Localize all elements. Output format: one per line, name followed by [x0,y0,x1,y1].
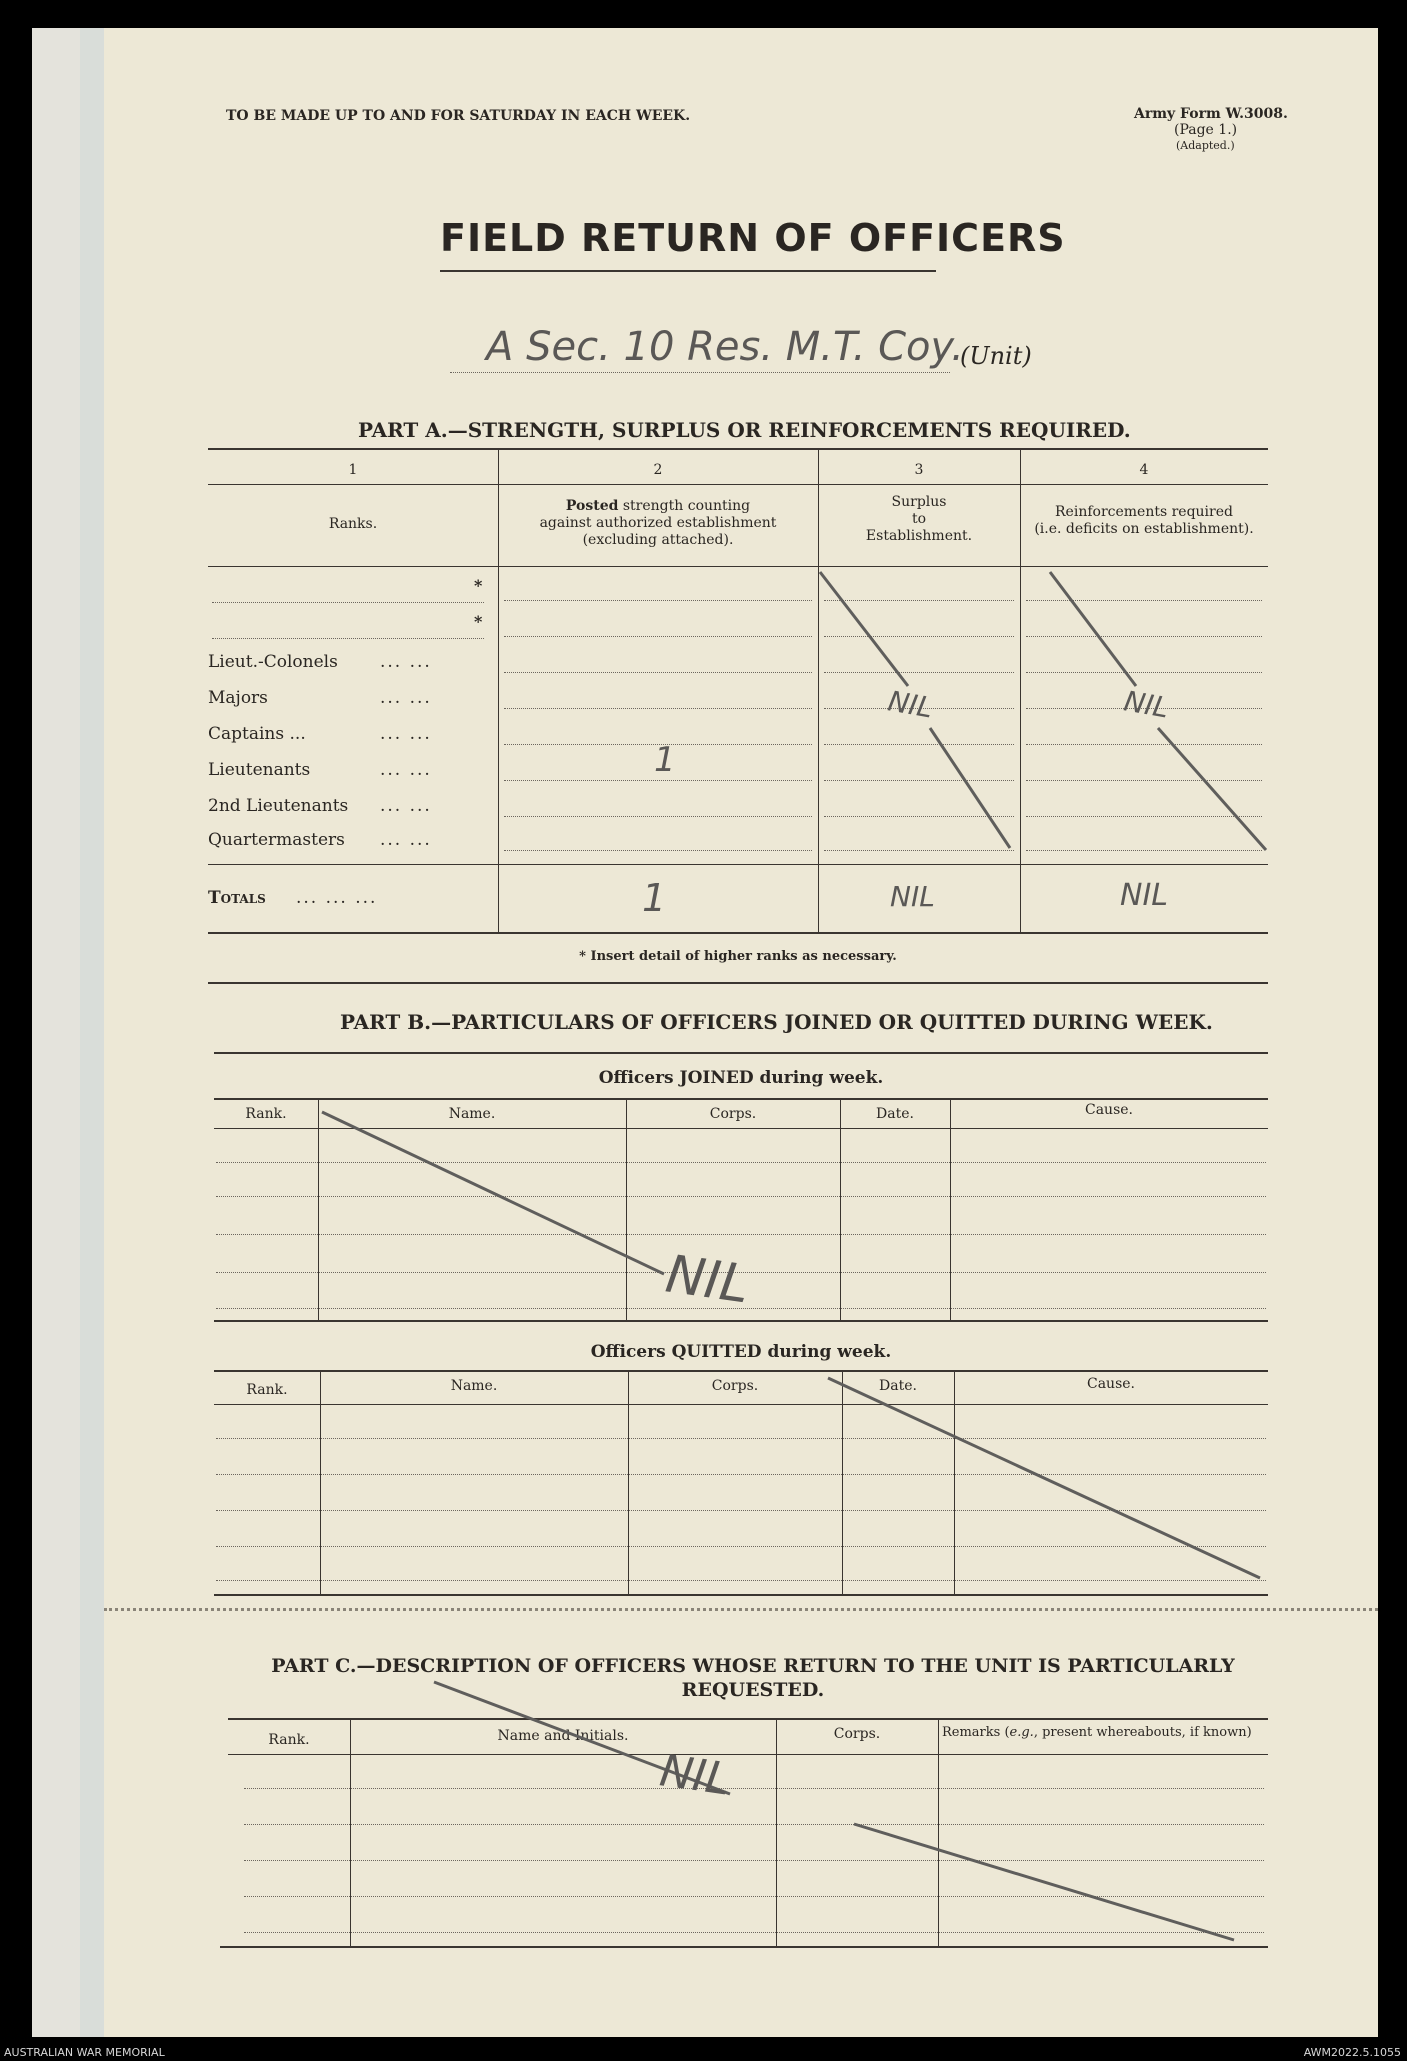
totals-surplus: NIL [890,880,935,913]
rank-dots: ... ... [380,830,432,850]
posted-line [504,708,812,709]
posted-line [504,780,812,781]
joined-nil-mark: NIL [662,1244,753,1316]
form-paper [104,28,1378,2037]
part-a-number-rule [208,484,1268,485]
joined-col-divider [840,1098,841,1320]
rank-2nd-lieutenants: 2nd Lieutenants [208,796,349,816]
rank-majors: Majors [208,688,268,708]
posted-line [504,636,812,637]
lieutenants-posted-value: 1 [654,740,676,780]
title-underline [440,270,936,272]
perforation-line [104,1608,1378,1611]
page-title: FIELD RETURN OF OFFICERS [440,216,1066,260]
quitted-col-cause: Cause. [1087,1376,1135,1392]
col-number-3: 3 [914,462,924,478]
surplus-header-line1: Surplus [891,494,947,510]
backing-strip [32,28,80,2037]
form-number: Army Form W.3008. [1134,106,1288,122]
remarks-text-eg: e.g. [1009,1725,1034,1740]
higher-rank-star-2: * [474,612,483,631]
part-a-row-line [212,602,484,603]
footer-credit: AUSTRALIAN WAR MEMORIAL [4,2046,165,2059]
quitted-col-corps: Corps. [711,1378,759,1394]
part-a-footnote: * Insert detail of higher ranks as necessary. [579,949,897,964]
ranks-header: Ranks. [328,516,378,532]
quitted-col-date: Date. [879,1378,917,1394]
rank-dots: ... ... [380,796,432,816]
remarks-text-b: , present whereabouts, if known) [1033,1725,1252,1740]
part-a-header-rule [208,566,1268,567]
part-b-title: PART B.—PARTICULARS OF OFFICERS JOINED OR QUITTED DURING WEEK. [340,1010,1213,1034]
rank-dots: ... ... [380,688,432,708]
quitted-col-rank: Rank. [246,1382,288,1398]
posted-line [504,850,812,851]
joined-col-rank: Rank. [245,1106,287,1122]
posted-line [504,672,812,673]
rank-captains: Captains ... [208,724,306,744]
posted-header [498,498,818,549]
posted-header-line3: (excluding attached). [582,532,734,548]
part-c-strike [354,1654,1254,1954]
quitted-col-divider [320,1370,321,1594]
surplus-header-line2: to [911,511,927,527]
part-c-col-corps: Corps. [833,1726,881,1742]
joined-col-corps: Corps. [709,1106,757,1122]
header-instruction: TO BE MADE UP TO AND FOR SATURDAY IN EACH WEEK. [226,108,691,124]
part-a-bottom-rule [208,932,1268,934]
totals-reinforcements: NIL [1120,878,1169,913]
reinforcements-header-line1: Reinforcements required [1055,504,1233,520]
remarks-text-a: Remarks ( [942,1725,1010,1740]
part-a-title: PART A.—STRENGTH, SURPLUS OR REINFORCEMENTS REQUIRED. [358,418,1131,442]
col-number-2: 2 [653,462,663,478]
joined-col-date: Date. [876,1106,914,1122]
part-a-row-line [212,638,484,639]
quitted-strike [824,1374,1268,1584]
totals-posted: 1 [642,876,667,920]
part-c-nil-mark: NIL [656,1745,734,1806]
part-c-title-line1: PART C.—DESCRIPTION OF OFFICERS WHOSE RETURN TO THE UNIT IS PARTICULARLY [271,1655,1235,1677]
col-number-1: 1 [348,462,358,478]
joined-col-name: Name. [448,1106,496,1122]
higher-rank-star-1: * [474,576,483,595]
joined-top-rule [214,1098,1268,1100]
surplus-header-line3: Establishment. [865,528,973,544]
part-b-top-rule [214,1052,1268,1054]
part-a-top-rule [208,448,1268,450]
unit-dotted-line [450,372,950,373]
quitted-col-name: Name. [450,1378,498,1394]
footnote-rule [208,982,1268,984]
surplus-header [818,494,1020,545]
quitted-top-rule [214,1370,1268,1372]
posted-line [504,816,812,817]
posted-header-rest: strength counting [618,498,751,514]
unit-handwritten: A Sec. 10 Res. M.T. Coy. [486,324,964,370]
col-number-4: 4 [1139,462,1149,478]
reinforcements-nil-mark: NIL [1121,684,1172,725]
form-page: (Page 1.) [1174,122,1238,138]
rank-dots: ... ... [380,652,432,672]
surplus-nil-mark: NIL [885,684,936,725]
part-c-col-name: Name and Initials. [497,1728,629,1744]
rank-dots: ... ... [380,724,432,744]
joined-title: Officers JOINED during week. [598,1068,884,1088]
joined-strike [318,1108,678,1288]
posted-header-line2: against authorized establishment [539,515,777,531]
rank-dots: ... ... [380,760,432,780]
part-a-totals-rule [208,864,1268,865]
posted-header-bold: Posted [565,498,619,514]
part-c-title-line2: REQUESTED. [681,1679,825,1701]
quitted-col-divider [628,1370,629,1594]
reinforcements-header-line2: (i.e. deficits on establishment). [1034,521,1254,537]
totals-label: Totals [208,888,266,908]
joined-col-cause: Cause. [1085,1102,1133,1118]
part-c-col-divider [350,1718,351,1946]
quitted-title: Officers QUITTED during week. [590,1342,892,1362]
totals-dots: ... ... ... [296,888,378,908]
part-c-col-rank: Rank. [268,1732,310,1748]
unit-label: (Unit) [960,342,1032,370]
form-adapted: (Adapted.) [1176,139,1235,152]
rank-lieut-colonels: Lieut.-Colonels [208,652,338,672]
quitted-bottom-rule [214,1594,1268,1596]
rank-lieutenants: Lieutenants [208,760,311,780]
footer-accession: AWM2022.5.1055 [1303,2046,1401,2059]
posted-line [504,600,812,601]
joined-col-divider [950,1098,951,1320]
rank-quartermasters: Quartermasters [208,830,345,850]
joined-bottom-rule [214,1320,1268,1322]
reinforcements-header [1020,504,1268,538]
